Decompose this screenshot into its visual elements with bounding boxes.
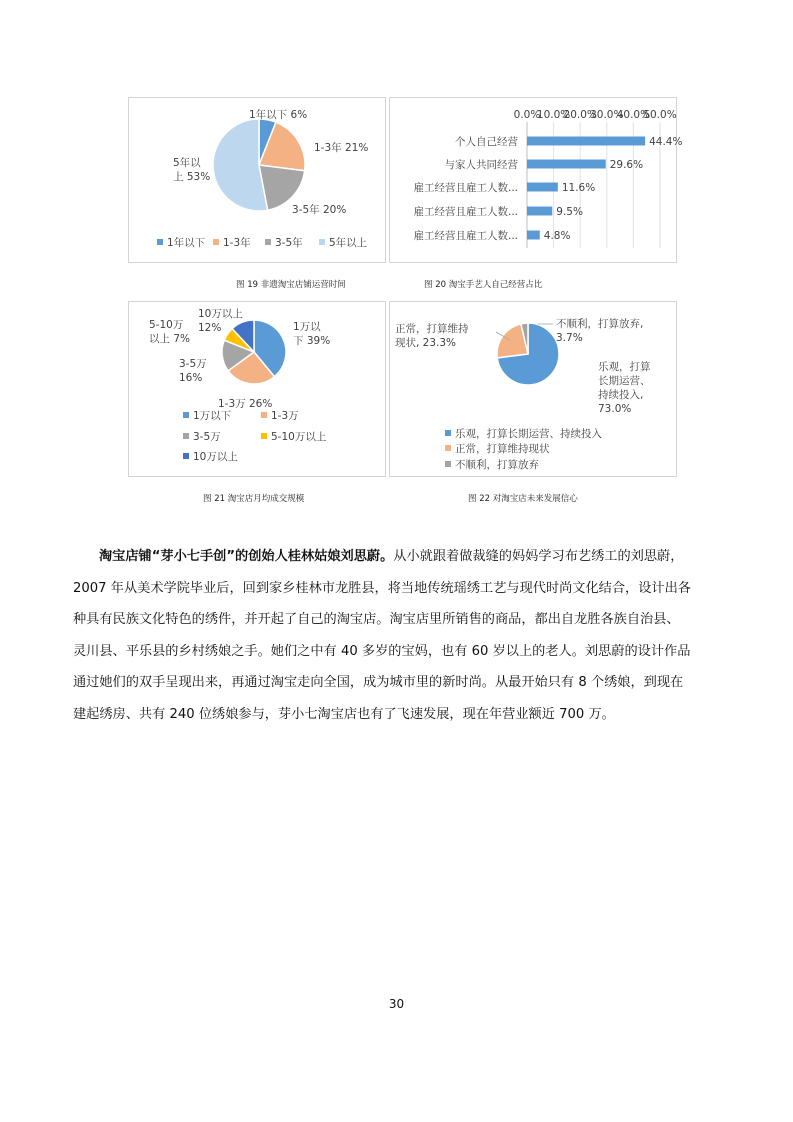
c19-legend-label-3: 5年以上 <box>329 237 368 249</box>
c21-label-4-0: 10万以上 <box>198 308 243 320</box>
c20-bar-4 <box>527 231 540 240</box>
c21-legend-label-3: 5-10万以上 <box>271 431 327 443</box>
c19-legend-label-2: 3-5年 <box>275 237 303 249</box>
body-paragraph <box>73 541 723 730</box>
c20-xtick-0: 0.0% <box>513 109 541 121</box>
c20-bar-2 <box>527 183 558 192</box>
c22-legend-swatch-2 <box>445 461 451 467</box>
paragraph-lead-bold: 淘宝店铺“芽小七手创”的创始人桂林姑娘刘思蔚。 <box>99 549 394 564</box>
c22-legend-swatch-0 <box>445 430 451 436</box>
c21-legend-swatch-2 <box>183 433 189 439</box>
c19-label-3-1: 上 53% <box>173 171 211 183</box>
paragraph-line-2: 2007 年从美术学院毕业后，回到家乡桂林市龙胜县，将当地传统瑶绣工艺与现代时尚文化结合，设计出各 <box>73 580 691 596</box>
paragraph-line-6: 建起绣房、共有 240 位绣娘参与，芽小七淘宝店也有了飞速发展，现在年营业额近 700 万。 <box>73 706 615 722</box>
c20-value-2: 11.6% <box>561 182 596 194</box>
c21-legend-label-1: 1-3万 <box>271 410 299 422</box>
c20-value-0: 44.4% <box>649 136 683 148</box>
c21-label-2-0: 3-5万 <box>179 358 207 370</box>
c21-label-1-0: 1-3万 26% <box>218 398 273 410</box>
c20-bar-3 <box>527 207 552 216</box>
c20-bar-0 <box>527 137 645 146</box>
page-number: 30 <box>388 997 405 1011</box>
paragraph-line-4: 灵川县、平乐县的乡村绣娘之手。她们之中有 40 多岁的宝妈，也有 60 岁以上的老人。刘思蔚的设计作品 <box>73 643 691 659</box>
chart-future-confidence-panel <box>389 301 677 477</box>
c19-label-3-0: 5年以 <box>173 157 201 169</box>
c22-label-0-0: 乐观，打算 <box>598 361 651 373</box>
c22-label-0-2: 持续投入, <box>598 389 644 401</box>
c19-legend-label-1: 1-3年 <box>223 237 251 249</box>
self-operation-bar-chart <box>390 98 683 264</box>
paragraph-line-3: 种具有民族文化特色的绣件，并开起了自己的淘宝店。淘宝店里所销售的商品，都出自龙胜各族自治县、 <box>73 612 680 627</box>
figure-19-caption: 图 19 非遗淘宝店铺运营时间 <box>236 280 346 290</box>
c20-xtick-2: 20.0% <box>563 109 597 121</box>
c20-category-3: 雇工经营且雇工人数... <box>413 206 518 218</box>
c19-label-2: 3-5年 20% <box>292 204 347 216</box>
c19-label-1: 1-3年 21% <box>314 142 369 154</box>
c22-label-2-1: 3.7% <box>556 332 583 344</box>
chart-monthly-sales-panel <box>128 301 386 477</box>
c21-legend-swatch-4 <box>183 453 189 459</box>
c21-label-4-1: 12% <box>198 322 222 334</box>
c21-legend-label-0: 1万以下 <box>193 410 232 422</box>
c22-label-0-1: 长期运营、 <box>598 375 651 387</box>
c22-legend-label-1: 正常，打算维持现状 <box>455 443 550 455</box>
c19-legend-swatch-2 <box>265 239 271 245</box>
chart-self-operation-panel <box>389 97 683 263</box>
c20-xtick-3: 30.0% <box>590 109 624 121</box>
c19-legend-swatch-0 <box>157 239 163 245</box>
c20-category-0: 个人自己经营 <box>455 136 518 148</box>
c21-label-0-0: 1万以 <box>293 321 321 333</box>
c22-legend-swatch-1 <box>445 445 451 451</box>
c19-slice-3 <box>213 119 268 211</box>
c20-value-3: 9.5% <box>556 206 583 218</box>
figure-22-caption: 图 22 对淘宝店未来发展信心 <box>468 494 578 504</box>
c21-label-3-1: 以上 7% <box>149 333 190 345</box>
c19-label-0: 1年以下 6% <box>249 109 308 121</box>
future-confidence-pie-chart <box>390 302 678 478</box>
c20-category-2: 雇工经营且雇工人数... <box>413 182 518 194</box>
monthly-sales-pie-chart <box>129 302 387 478</box>
c19-legend-label-0: 1年以下 <box>167 237 206 249</box>
figure-21-caption: 图 21 淘宝店月均成交规模 <box>203 494 305 504</box>
c22-legend-label-0: 乐观，打算长期运营、持续投入 <box>455 428 602 440</box>
c20-xtick-1: 10.0% <box>536 109 571 121</box>
c22-label-2-0: 不顺利，打算放弃, <box>556 318 644 330</box>
c22-legend-label-2: 不顺利，打算放弃 <box>455 459 539 471</box>
c19-legend-swatch-1 <box>213 239 219 245</box>
paragraph-line-1 <box>73 541 723 573</box>
c21-legend-swatch-3 <box>261 433 267 439</box>
c20-category-1: 与家人共同经营 <box>444 159 518 171</box>
c20-xtick-5: 50.0% <box>643 109 677 121</box>
c20-bar-1 <box>527 160 606 169</box>
chart-operating-time-panel <box>128 97 386 263</box>
c22-label-0-3: 73.0% <box>598 403 632 415</box>
c19-legend-swatch-3 <box>319 239 325 245</box>
c22-label-1-1: 现状, 23.3% <box>395 337 457 349</box>
c21-legend-swatch-1 <box>261 412 267 418</box>
c22-label-1-0: 正常，打算维持 <box>395 323 469 335</box>
c21-label-0-1: 下 39% <box>293 335 331 347</box>
c21-legend-swatch-0 <box>183 412 189 418</box>
c20-value-1: 29.6% <box>609 159 644 171</box>
c21-legend-label-2: 3-5万 <box>193 431 221 443</box>
operating-time-pie-chart <box>129 98 387 264</box>
paragraph-line-5: 通过她们的双手呈现出来，再通过淘宝走向全国，成为城市里的新时尚。从最开始只有 8 个绣娘，到现在 <box>73 675 684 690</box>
c21-label-2-1: 16% <box>179 372 203 384</box>
c20-category-4: 雇工经营且雇工人数... <box>413 230 518 242</box>
paragraph-line-1-rest: 从小就跟着做裁缝的妈妈学习布艺绣工的刘思蔚， <box>393 549 684 564</box>
c21-legend-label-4: 10万以上 <box>193 451 238 463</box>
c20-xtick-4: 40.0% <box>616 109 651 121</box>
c20-value-4: 4.8% <box>543 230 571 242</box>
figure-20-caption: 图 20 淘宝手艺人自己经营占比 <box>424 280 543 290</box>
c21-label-3-0: 5-10万 <box>149 319 184 331</box>
